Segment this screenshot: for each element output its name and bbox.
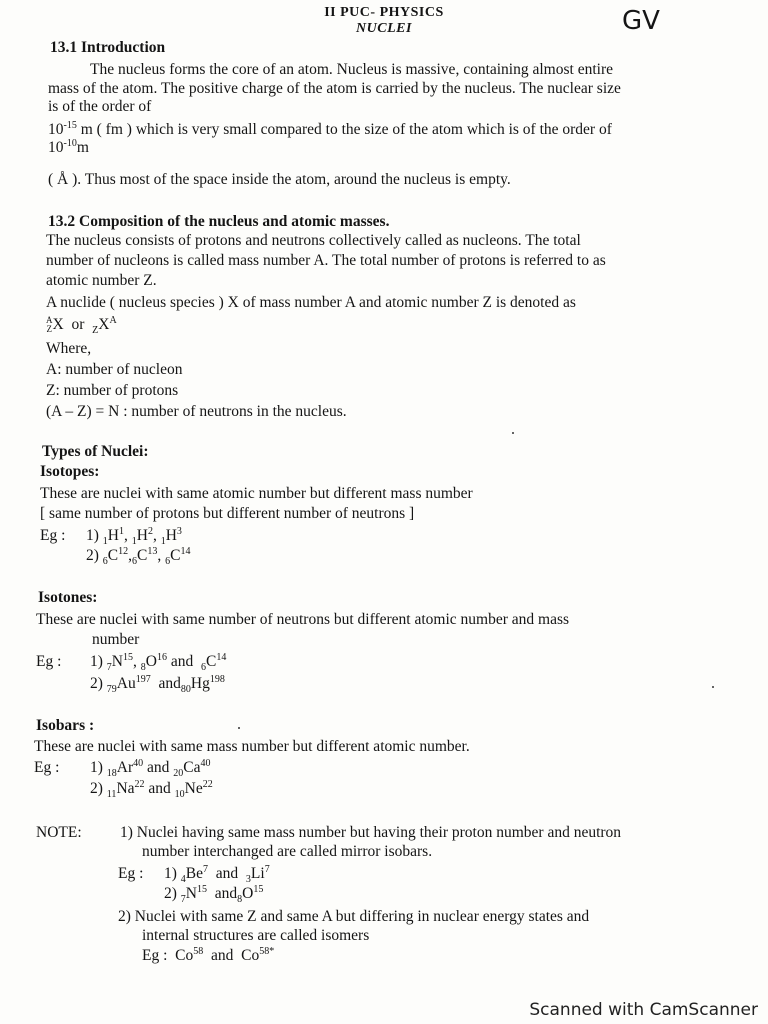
note-2-line-1: 2) Nuclei with same Z and same A but differing in nuclear energy states and xyxy=(118,908,590,925)
intro-line-6: ( Å ). Thus most of the space inside the atom, around the nucleus is empty. xyxy=(48,171,511,188)
note-2-line-2: internal structures are called isomers xyxy=(142,927,370,944)
where-label: Where, xyxy=(46,340,92,357)
section-13-1-title: 13.1 Introduction xyxy=(50,39,166,56)
handwritten-initials: GV xyxy=(622,6,660,36)
isotopes-eg-1: 1) $_1H^1$, $_1H^2$, $_1H^3$ xyxy=(86,525,182,548)
isobars-eg-label: Eg : xyxy=(34,759,60,776)
note-1-line-1: 1) Nuclei having same mass number but having their proton number and neutron xyxy=(120,824,622,841)
section-13-2-title: 13.2 Composition of the nucleus and atomic masses. xyxy=(48,213,390,230)
isotopes-title: Isotopes: xyxy=(40,463,100,480)
camscanner-watermark: Scanned with CamScanner xyxy=(529,1000,758,1020)
isotopes-eg-2: 2) $_6C^{12},_6C^{13}$, $_6C^{14}$ xyxy=(86,545,191,568)
isobars-eg-2: 2) $_{11}Na^{22}$ and $_{10}Ne^{22}$ xyxy=(90,778,213,801)
composition-line-4: A nuclide ( nucleus species ) X of mass number A and atomic number Z is denoted as xyxy=(46,294,576,311)
intro-line-1: The nucleus forms the core of an atom. Nucleus is massive, containing almost entire xyxy=(90,61,613,78)
note-eg-2: 2) $_7N^{15}$ $and_8O^{15}$ xyxy=(164,883,264,906)
intro-line-3: is of the order of xyxy=(48,98,152,115)
isotones-line-1: These are nuclei with same number of neutrons but different atomic number and mass xyxy=(36,611,570,628)
scan-speck xyxy=(712,686,714,688)
intro-line-4: $10^{-15}$ m ( fm ) which is very small compared to the size of the atom which is of the order of xyxy=(48,119,612,138)
def-n: (A – Z) = N : number of neutrons in the nucleus. xyxy=(46,403,347,420)
nuclide-notation: A ZX or $_ZX^A$ xyxy=(46,314,117,337)
chapter-header: NUCLEI xyxy=(356,21,412,36)
intro-line-2: mass of the atom. The positive charge of the atom is carried by the nucleus. The nuclear size xyxy=(48,80,621,97)
isotones-eg-1: 1) $_7N^{15}$, $_8O^{16}$ and $_6C^{14}$ xyxy=(90,651,227,674)
intro-line-5: $10^{-10}m$ xyxy=(48,137,89,156)
isotopes-line-1: These are nuclei with same atomic number but different mass number xyxy=(40,485,473,502)
note-eg-1: 1) $_4Be^7$ and $_3Li^7$ xyxy=(164,863,270,886)
def-a: A: number of nucleon xyxy=(46,361,183,378)
def-z: Z: number of protons xyxy=(46,382,179,399)
types-title: Types of Nuclei: xyxy=(42,443,149,460)
isobars-line-1: These are nuclei with same mass number but different atomic number. xyxy=(34,738,470,755)
note-label: NOTE: xyxy=(36,824,82,841)
composition-line-2: number of nucleons is called mass number A. The total number of protons is referred to as xyxy=(46,252,606,269)
scan-speck xyxy=(238,727,240,729)
composition-line-3: atomic number Z. xyxy=(46,272,157,289)
isotones-eg-label: Eg : xyxy=(36,653,62,670)
course-header: II PUC- PHYSICS xyxy=(324,5,444,20)
isotopes-eg-label: Eg : xyxy=(40,527,66,544)
composition-line-1: The nucleus consists of protons and neutrons collectively called as nucleons. The total xyxy=(46,232,581,249)
isotones-eg-2: 2) $_{79}Au^{197}$ $and_{80}Hg^{198}$ xyxy=(90,673,225,696)
note-eg-isomers: Eg : Co$^{58}$ and $Co^{58*}$ xyxy=(142,945,275,964)
isotopes-line-2: [ same number of protons but different number of neutrons ] xyxy=(40,505,415,522)
isotones-title: Isotones: xyxy=(38,589,98,606)
isobars-eg-1: 1) $_{18}Ar^{40}$ and $_{20}Ca^{40}$ xyxy=(90,757,211,780)
note-1-line-2: number interchanged are called mirror isobars. xyxy=(142,843,433,860)
scan-speck xyxy=(512,432,514,434)
isotones-line-2: number xyxy=(92,631,140,648)
note-eg-label: Eg : xyxy=(118,865,144,882)
isobars-title: Isobars : xyxy=(36,717,95,734)
